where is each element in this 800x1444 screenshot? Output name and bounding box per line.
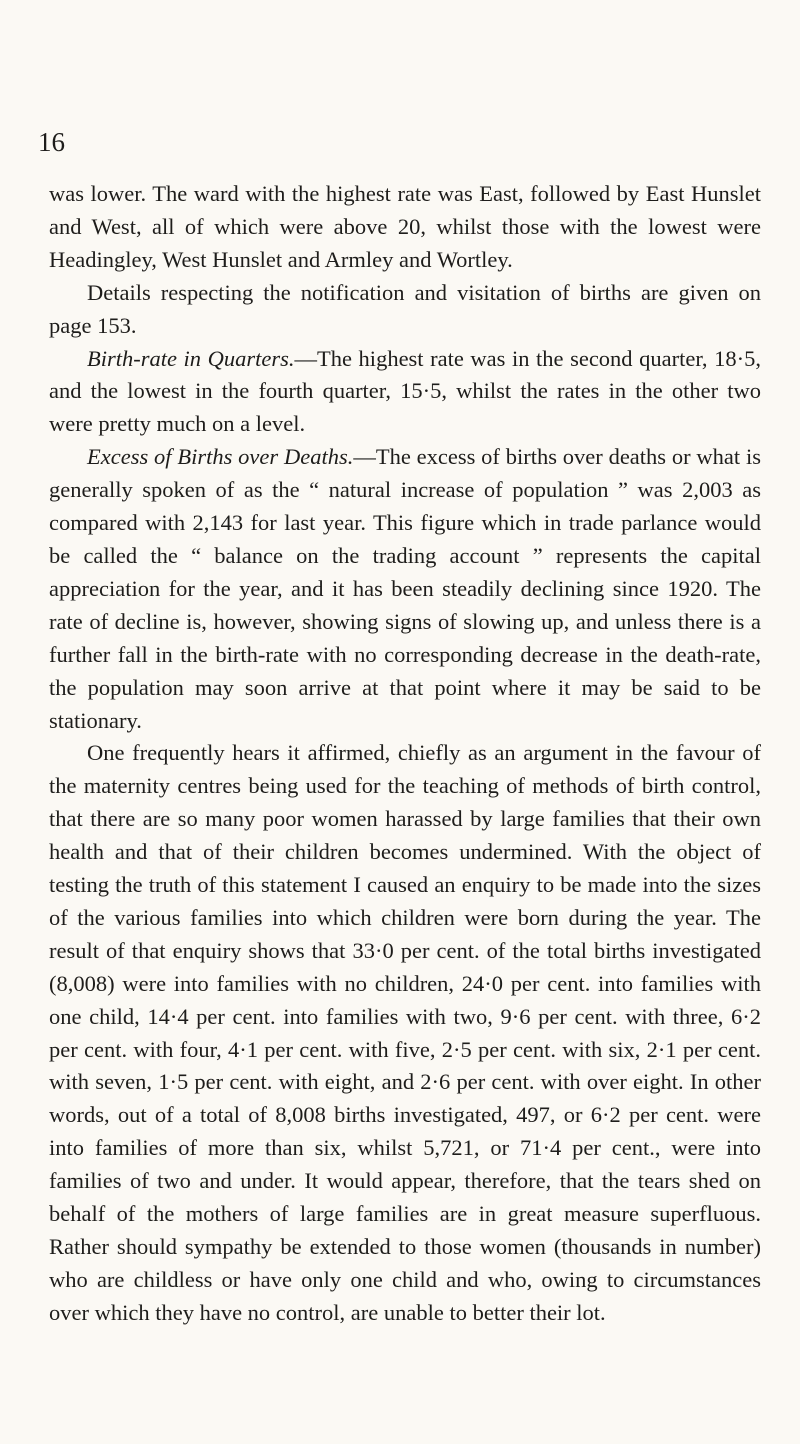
paragraph-heading: Excess of Births over Deaths. — [87, 444, 354, 470]
paragraph-text: One frequently hears it affirmed, chiefly as an argument in the favour of the maternity centres being used for the teaching of methods of birth control, that there are so many poor women harassed by large families that their own health and that of their children becomes undermined. With the object of testing the truth of this statement I caused an enquiry to be made into the sizes of the various families into which children were born during the year. The result of that enquiry shows that 33·0 per cent. of the total births investigated (8,008) were into families with no children, 24·0 per cent. into families with one child, 14·4 per cent. into families with two, 9·6 per cent. with three, 6·2 per cent. with four, 4·1 per cent. with five, 2·5 per cent. with six, 2·1 per cent. with seven, 1·5 per cent. with eight, and 2·6 per cent. with over eight. In other words, out of a total of 8,008 births investigated, 497, or 6·2 per cent. were into families of more than six, whilst 5,721, or 71·4 per cent., were into families of two and under. It would appear, therefore, that the tears shed on behalf of the mothers of large families are in great measure superfluous. Rather should sympathy be extended to those women (thousands in number) who are childless or have only one child and who, owing to circumstances over which they have no control, are unable to better their lot. — [49, 740, 761, 1325]
body-text — [49, 178, 761, 1330]
paragraph-text: Details respecting the notification and visitation of births are given on page 153. — [49, 279, 761, 338]
paragraph-family-sizes — [49, 737, 761, 1329]
paragraph-ward-rates — [49, 178, 761, 277]
page-number: 16 — [38, 127, 65, 157]
paragraph-text: was lower. The ward with the highest rate was East, followed by East Hunslet and West, all of which were above 20, whilst those with the lowest were Headingley, West Hunslet and Armley and Wortley. — [49, 181, 761, 272]
paragraph-text: —The highest rate was in the second quarter, 18·5, and the lowest in the fourth quarter, 15·5, whilst the rates in the other two were pretty much on a level. — [49, 345, 761, 437]
paragraph-excess-births — [49, 441, 761, 737]
paragraph-notification-details — [49, 277, 761, 343]
paragraph-birth-rate-quarters — [49, 343, 761, 442]
paragraph-heading: Birth-rate in Quarters. — [87, 345, 295, 371]
paragraph-text: —The excess of births over deaths or what is generally spoken of as the “ natural increase of population ” was 2,003 as compared with 2,143 for last year. This figure which in trade parlance would be called the “ balance on the trading account ” represents the capital appreciation for the year, and it has been steadily declining since 1920. The rate of decline is, however, showing signs of slowing up, and unless there is a further fall in the birth-rate with no corresponding decrease in the death-rate, the population may soon arrive at that point where it may be said to be stationary. — [49, 444, 761, 733]
